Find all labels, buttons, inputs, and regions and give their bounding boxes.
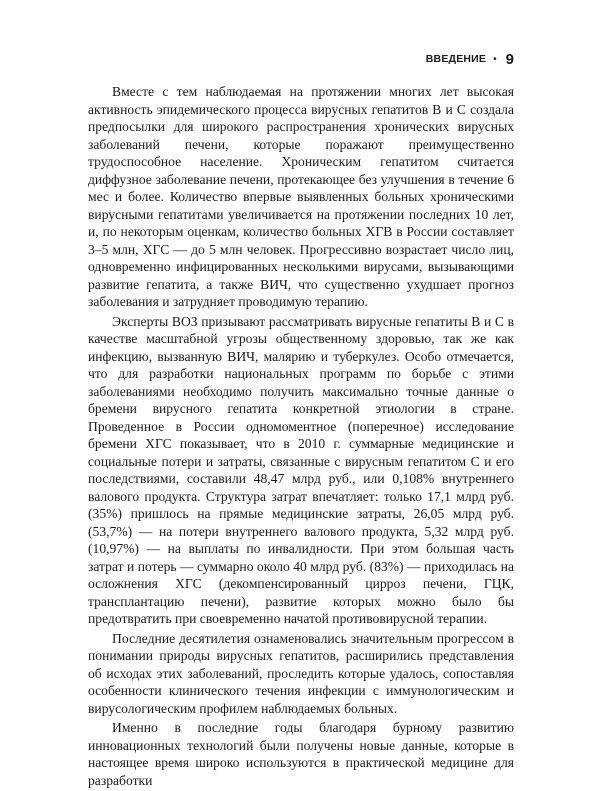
paragraph-3: Последние десятилетия ознаменовались значительным прогрессом в понимании природы вирусных гепатитов, расширились представления об исходах этих заболеваний, проследить которые удалось, сопоставляя особенности клинического течения инфекции с иммунологическим и вирусологическим профилем наблюдаемых больных. [88,630,514,716]
body-text [88,83,514,791]
bullet-separator: • [493,53,497,65]
page-number: 9 [505,50,514,68]
paragraph-2: Эксперты ВОЗ призывают рассматривать вирусные гепатиты В и С в качестве масштабной угрозы общественному здоровью, так же как инфекцию, вызванную ВИЧ, малярию и туберкулез. Особо отмечается, что для разработки национальных программ по борьбе с этими заболеваниями необходимо получить максимально точные данные о бремени вирусного гепатита конкретной этиологии в стране. Проведенное в России одномоментное (поперечное) исследование бремени ХГС показывает, что в 2010 г. суммарные медицинские и социальные потери и затраты, связанные с вирусным гепатитом С и его последствиями, составили 48,47 млрд руб., или 0,108% внутреннего валового продукта. Структура затрат впечатляет: только 17,1 млрд руб. (35%) пришлось на прямые медицинские затраты, 26,05 млрд руб. (53,7%) — на потери внутреннего валового продукта, 5,32 млрд руб. (10,97%) — на выплаты по инвалидности. При этом большая часть затрат и потерь — суммарно около 40 млрд руб. (83%) — приходилась на осложнения ХГС (декомпенсированный цирроз печени, ГЦК, трансплантацию печени), развитие которых можно было бы предотвратить при своевременно начатой противовирусной терапии. [88,313,514,626]
paragraph-1: Вместе с тем наблюдаемая на протяжении многих лет высокая активность эпидемического процесса вирусных гепатитов В и С создала предпосылки для широкого распространения хронических вирусных заболеваний печени, которые поражают преимущественно трудоспособное население. Хроническим гепатитом считается диффузное заболевание печени, протекающее без улучшения в течение 6 мес и более. Количество впервые выявленных больных хроническими вирусными гепатитами увеличивается на протяжении последних 10 лет, и, по некоторым оценкам, количество больных ХГВ в России составляет 3–5 млн, ХГС — до 5 млн человек. Прогрессивно возрастает число лиц, одновременно инфицированных несколькими вирусами, вызывающими развитие гепатита, а также ВИЧ, что существенно ухудшает прогноз заболевания и затрудняет проводимую терапию. [88,84,514,309]
section-name: ВВЕДЕНИЕ [425,53,487,65]
running-head [88,48,514,70]
paragraph-4: Именно в последние годы благодаря бурному развитию инновационных технологий были получены новые данные, которые в настоящее время широко используются в практической медицине для разработки [88,720,514,788]
